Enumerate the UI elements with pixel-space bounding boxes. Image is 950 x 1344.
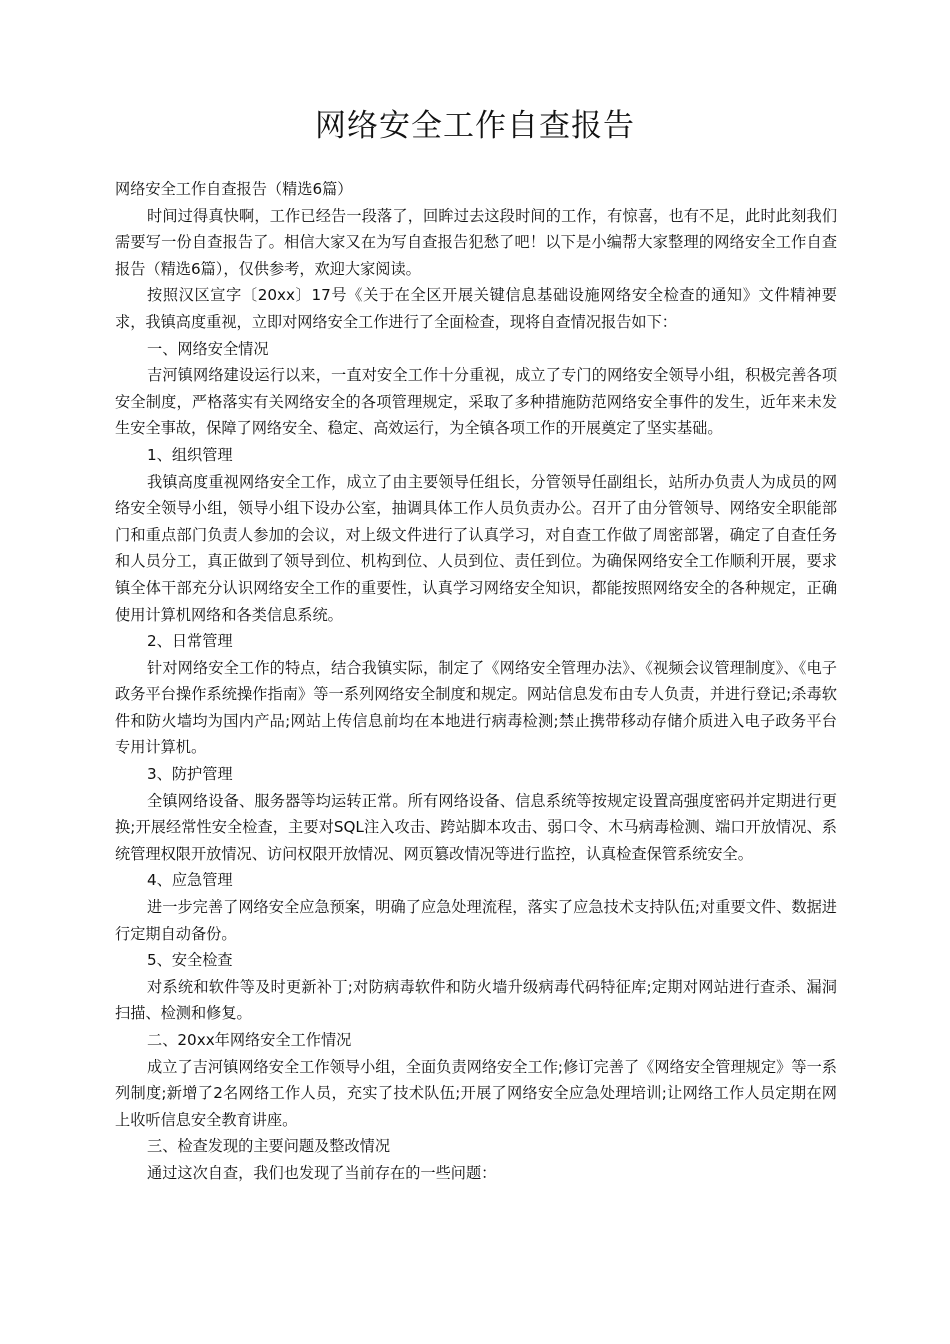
subsection-heading: 4、应急管理	[147, 871, 233, 890]
section-heading: 三、检查发现的主要问题及整改情况	[147, 1137, 390, 1156]
subsection-heading: 1、组织管理	[147, 445, 233, 464]
document-body	[115, 176, 837, 1187]
body-paragraph: 针对网络安全工作的特点，结合我镇实际，制定了《网络安全管理办法》、《视频会议管理制度》、《电子政务平台操作系统操作指南》等一系列网络安全制度和规定。网站信息发布由专人负责，并进行登记;杀毒软件和防火墙均为国内产品;网站上传信息前均在本地进行病毒检测;禁止携带移动存储介质进入电子政务平台专用计算机。	[115, 658, 837, 757]
basis-paragraph: 按照汉区宣字〔20xx〕17号《关于在全区开展关键信息基础设施网络安全检查的通知》文件精神要求，我镇高度重视，立即对网络安全工作进行了全面检查，现将自查情况报告如下：	[115, 286, 837, 331]
subtitle: 网络安全工作自查报告（精选6篇）	[115, 180, 353, 198]
body-paragraph: 进一步完善了网络安全应急预案，明确了应急处理流程，落实了应急技术支持队伍;对重要文件、数据进行定期自动备份。	[115, 898, 837, 943]
body-paragraph: 全镇网络设备、服务器等均运转正常。所有网络设备、信息系统等按规定设置高强度密码并定期进行更换;开展经常性安全检查，主要对SQL注入攻击、跨站脚本攻击、弱口令、木马病毒检测、端口开放情况、系统管理权限开放情况、访问权限开放情况、网页篡改情况等进行监控，认真检查保管系统安全。	[115, 791, 837, 863]
subsection-heading: 5、安全检查	[147, 951, 233, 970]
document-title: 网络安全工作自查报告	[315, 108, 635, 144]
section-heading: 二、20xx年网络安全工作情况	[147, 1031, 352, 1049]
body-paragraph: 吉河镇网络建设运行以来，一直对安全工作十分重视，成立了专门的网络安全领导小组，积极完善各项安全制度，严格落实有关网络安全的各项管理规定，采取了多种措施防范网络安全事件的发生，近年来未发生安全事故，保障了网络安全、稳定、高效运行，为全镇各项工作的开展奠定了坚实基础。	[115, 366, 837, 438]
subsection-heading: 3、防护管理	[147, 765, 233, 784]
intro-paragraph: 时间过得真快啊，工作已经告一段落了，回眸过去这段时间的工作，有惊喜，也有不足，此时此刻我们需要写一份自查报告了。相信大家又在为写自查报告犯愁了吧！以下是小编帮大家整理的网络安全工作自查报告（精选6篇），仅供参考，欢迎大家阅读。	[115, 206, 837, 278]
body-paragraph: 我镇高度重视网络安全工作，成立了由主要领导任组长，分管领导任副组长，站所办负责人为成员的网络安全领导小组，领导小组下设办公室，抽调具体工作人员负责办公。召开了由分管领导、网络安全职能部门和重点部门负责人参加的会议，对上级文件进行了认真学习，对自查工作做了周密部署，确定了自查任务和人员分工，真正做到了领导到位、机构到位、人员到位、责任到位。为确保网络安全工作顺利开展，要求镇全体干部充分认识网络安全工作的重要性，认真学习网络安全知识，都能按照网络安全的各种规定，正确使用计算机网络和各类信息系统。	[115, 472, 837, 624]
section-heading: 一、网络安全情况	[147, 339, 269, 358]
body-paragraph: 对系统和软件等及时更新补丁;对防病毒软件和防火墙升级病毒代码特征库;定期对网站进行查杀、漏洞扫描、检测和修复。	[115, 977, 837, 1023]
subsection-heading: 2、日常管理	[147, 632, 233, 651]
body-paragraph: 通过这次自查，我们也发现了当前存在的一些问题：	[147, 1163, 497, 1182]
body-paragraph: 成立了吉河镇网络安全工作领导小组，全面负责网络安全工作;修订完善了《网络安全管理规定》等一系列制度;新增了2名网络工作人员，充实了技术队伍;开展了网络安全应急处理培训;让网络工作人员定期在网上收听信息安全教育讲座。	[115, 1057, 837, 1129]
